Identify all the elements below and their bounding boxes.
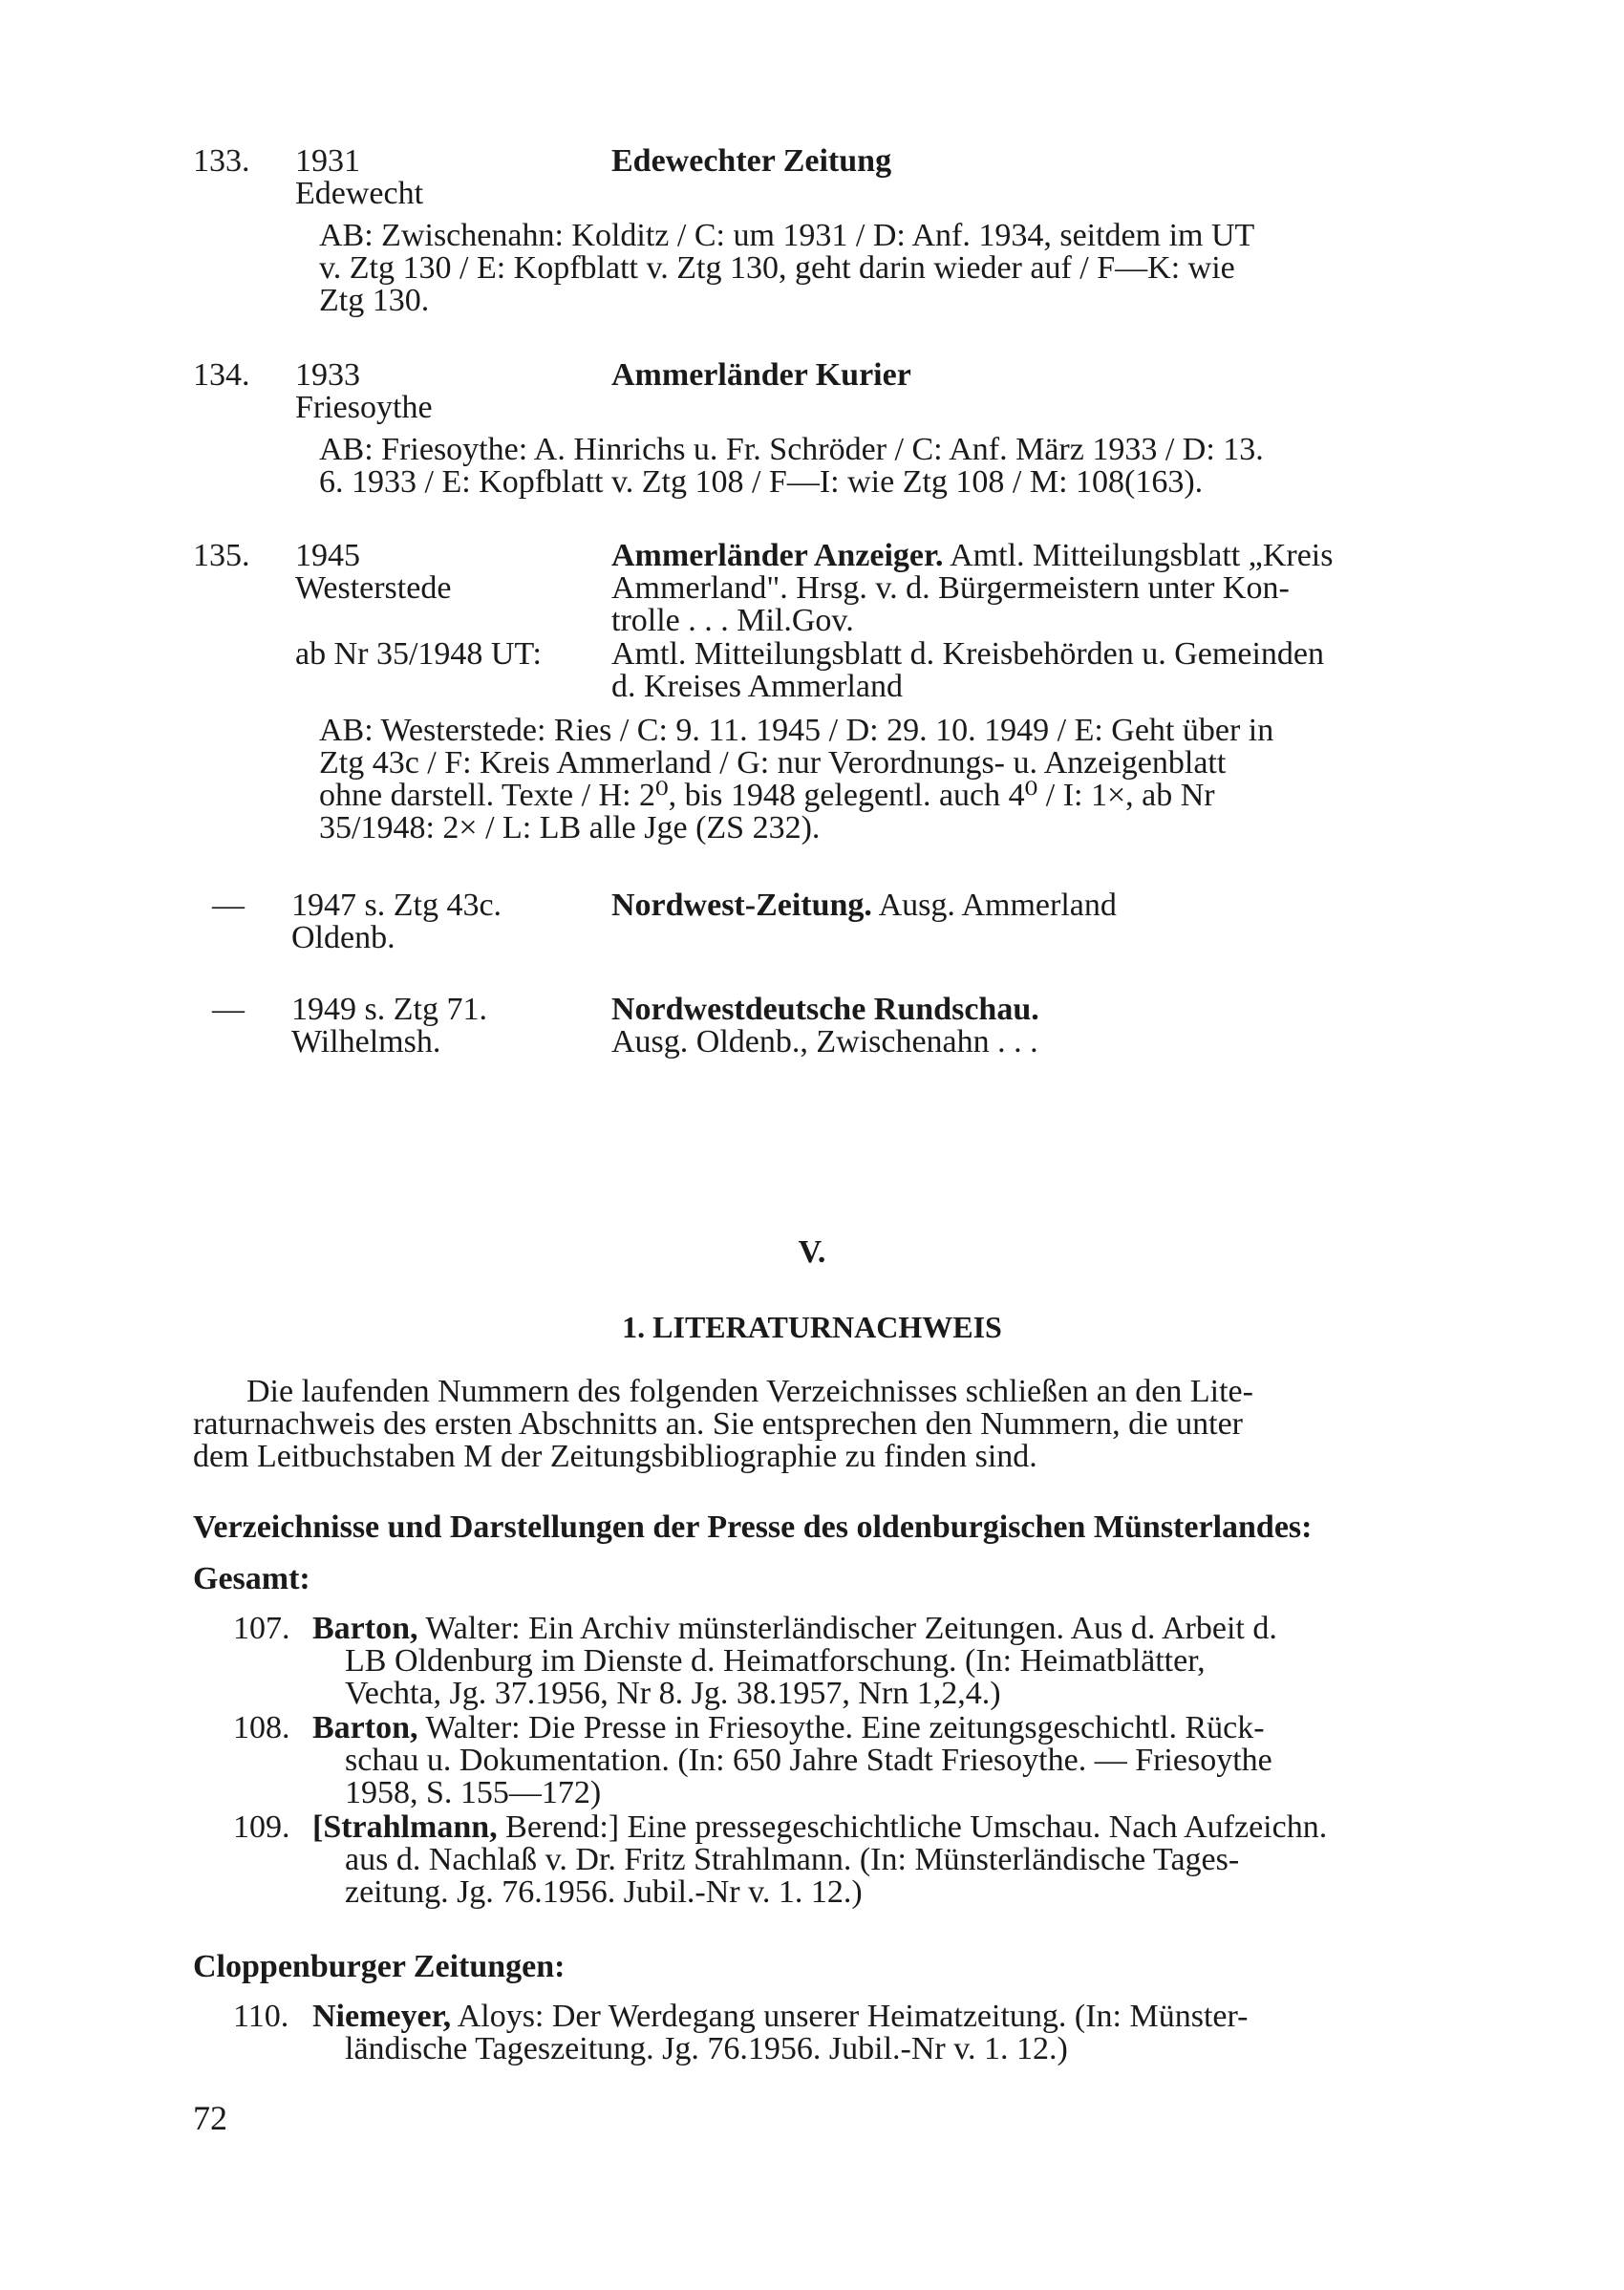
entry-detail-line: Ztg 43c / F: Kreis Ammerland / G: nur Verordnungs- u. Anzeigenblatt <box>319 745 1227 781</box>
entry-place: Edewecht <box>295 176 424 211</box>
literature-author: Niemeyer, <box>312 1999 452 2034</box>
entry-detail-line: ohne darstell. Texte / H: 2⁰, bis 1948 gelegentl. auch 4⁰ / I: 1×, ab Nr <box>319 778 1215 813</box>
entry-detail-line: AB: Friesoythe: A. Hinrichs u. Fr. Schröder / C: Anf. März 1933 / D: 13. <box>319 432 1264 467</box>
entry-number: 133. <box>193 143 250 179</box>
literature-number: 109. <box>233 1809 290 1845</box>
entry-place: Oldenb. <box>291 920 395 955</box>
literature-continuation: aus d. Nachlaß v. Dr. Fritz Strahlmann. (In: Münsterländische Tages- <box>345 1842 1240 1877</box>
entry-title: Nordwest-Zeitung. <box>611 888 872 923</box>
entry-title: Nordwestdeutsche Rundschau. <box>611 992 1039 1027</box>
literature-continuation: Vechta, Jg. 37.1956, Nr 8. Jg. 38.1957, Nrn 1,2,4.) <box>345 1676 1001 1711</box>
entry-detail-line: AB: Westerstede: Ries / C: 9. 11. 1945 / D: 29. 10. 1949 / E: Geht über in <box>319 713 1274 748</box>
literature-first-line <box>312 1611 1277 1647</box>
section-roman-numeral: V. <box>798 1234 826 1270</box>
entry-title-rest: Amtl. Mitteilungsblatt „Kreis <box>950 538 1334 573</box>
literature-continuation: schau u. Dokumentation. (In: 650 Jahre Stadt Friesoythe. — Friesoythe <box>345 1743 1272 1778</box>
entry-title: Edewechter Zeitung <box>611 143 892 179</box>
entry-year: 1949 s. Ztg 71. <box>291 992 487 1027</box>
literature-author: [Strahlmann, <box>312 1809 498 1845</box>
entry-year: 1931 <box>295 143 360 179</box>
literature-continuation: 1958, S. 155—172) <box>345 1775 602 1810</box>
literature-number: 108. <box>233 1710 290 1745</box>
literature-continuation: LB Oldenburg im Dienste d. Heimatforschung. (In: Heimatblätter, <box>345 1643 1206 1679</box>
entry-detail-line: AB: Zwischenahn: Kolditz / C: um 1931 / D: Anf. 1934, seitdem im UT <box>319 218 1255 253</box>
literature-author: Barton, <box>312 1710 418 1745</box>
entry-title-rest: Ausg. Oldenb., Zwischenahn . . . <box>611 1024 1038 1059</box>
entry-title-rest: Ammerland". Hrsg. v. d. Bürgermeistern unter Kon- <box>611 570 1290 606</box>
group-label-gesamt: Gesamt: <box>193 1561 310 1596</box>
entry-detail-line: 6. 1933 / E: Kopfblatt v. Ztg 108 / F—I: wie Ztg 108 / M: 108(163). <box>319 464 1204 500</box>
page-number: 72 <box>193 2099 227 2137</box>
group-label-cloppenburg: Cloppenburger Zeitungen: <box>193 1949 566 1984</box>
subheading: Verzeichnisse und Darstellungen der Presse des oldenburgischen Münsterlandes: <box>193 1509 1313 1545</box>
entry-place: Friesoythe <box>295 390 433 425</box>
literature-text: Walter: Die Presse in Friesoythe. Eine zeitungsgeschichtl. Rück- <box>425 1710 1265 1745</box>
entry-place: Westerstede <box>295 570 452 606</box>
entry-ut-text: Amtl. Mitteilungsblatt d. Kreisbehörden u. Gemeinden <box>611 636 1324 672</box>
entry-title: Ammerländer Anzeiger. <box>611 538 944 573</box>
literature-first-line <box>312 1809 1327 1846</box>
entry-title-line <box>611 538 1333 574</box>
entry-detail-line: v. Ztg 130 / E: Kopfblatt v. Ztg 130, geht darin wieder auf / F—K: wie <box>319 250 1235 286</box>
literature-text: Berend:] Eine pressegeschichtliche Umschau. Nach Aufzeichn. <box>505 1809 1328 1845</box>
entry-detail-line: 35/1948: 2× / L: LB alle Jge (ZS 232). <box>319 810 821 845</box>
literature-continuation: ländische Tageszeitung. Jg. 76.1956. Jubil.-Nr v. 1. 12.) <box>345 2031 1068 2066</box>
entry-year: 1945 <box>295 538 360 573</box>
entry-title-line <box>611 888 1117 924</box>
entry-year: 1933 <box>295 357 360 393</box>
entry-title-rest: Ausg. Ammerland <box>878 888 1117 923</box>
entry-number: 135. <box>193 538 250 573</box>
literature-number: 110. <box>233 1999 289 2034</box>
intro-paragraph-line: raturnachweis des ersten Abschnitts an. Sie entsprechen den Nummern, die unter <box>193 1406 1244 1442</box>
literature-number: 107. <box>233 1611 290 1646</box>
literature-first-line <box>312 1999 1248 2035</box>
entry-title-rest: trolle . . . Mil.Gov. <box>611 603 854 638</box>
entry-ut-label: ab Nr 35/1948 UT: <box>295 636 542 672</box>
entry-dash: — <box>212 888 245 923</box>
entry-place: Wilhelmsh. <box>291 1024 441 1059</box>
section-heading: 1. LITERATURNACHWEIS <box>622 1310 1002 1344</box>
entry-number: 134. <box>193 357 250 393</box>
literature-text: Walter: Ein Archiv münsterländischer Zeitungen. Aus d. Arbeit d. <box>425 1611 1277 1646</box>
literature-text: Aloys: Der Werdegang unserer Heimatzeitung. (In: Münster- <box>457 1999 1249 2034</box>
entry-detail-line: Ztg 130. <box>319 283 430 318</box>
intro-paragraph-line: dem Leitbuchstaben M der Zeitungsbibliographie zu finden sind. <box>193 1439 1037 1474</box>
entry-year: 1947 s. Ztg 43c. <box>291 888 502 923</box>
entry-ut-text: d. Kreises Ammerland <box>611 669 903 704</box>
entry-title: Ammerländer Kurier <box>611 357 911 393</box>
intro-paragraph-line: Die laufenden Nummern des folgenden Verzeichnisses schließen an den Lite- <box>246 1374 1253 1409</box>
literature-author: Barton, <box>312 1611 418 1646</box>
entry-dash: — <box>212 992 245 1027</box>
literature-first-line <box>312 1710 1265 1746</box>
literature-continuation: zeitung. Jg. 76.1956. Jubil.-Nr v. 1. 12.) <box>345 1874 863 1910</box>
